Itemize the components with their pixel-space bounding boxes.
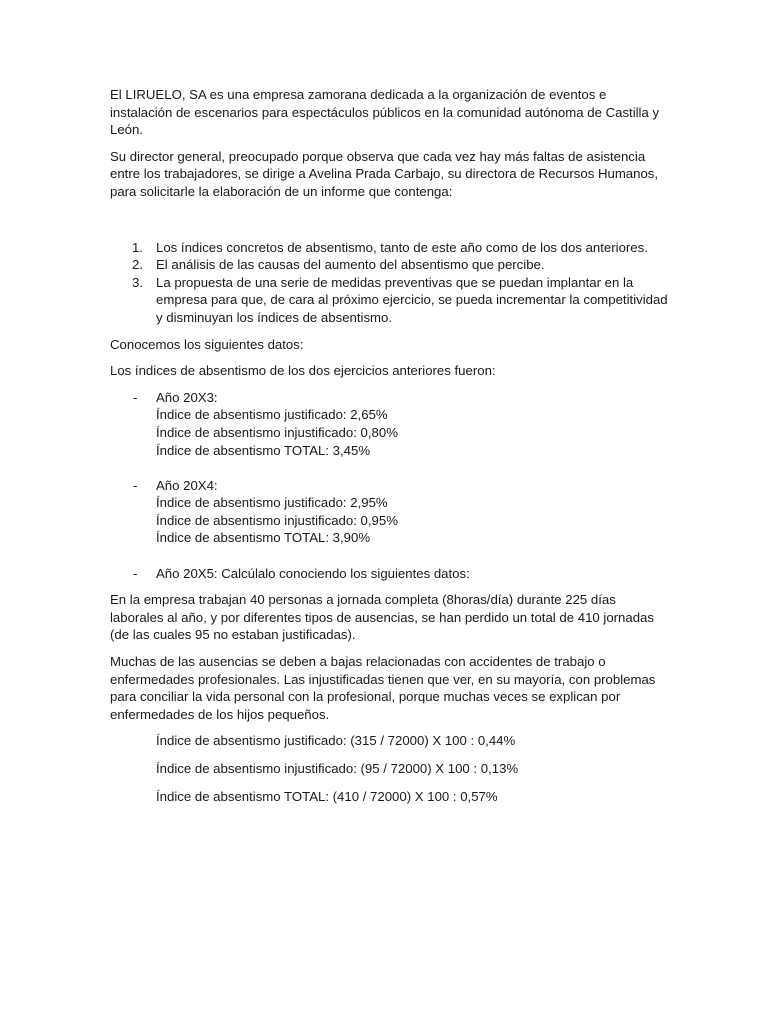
result-justified: Índice de absentismo justificado: (315 / 72000) X 100 : 0,44% [156,733,516,749]
list-item [110,239,670,257]
previous-years-intro: Los índices de absentismo de los dos ejercicios anteriores fueron: [110,363,496,379]
list-number: 2. [132,257,143,273]
list-item-text: El análisis de las causas del aumento del absentismo que percibe. [156,257,545,273]
document-body [110,86,670,815]
result-total: Índice de absentismo TOTAL: (410 / 72000) X 100 : 0,57% [156,788,498,804]
request-paragraph: Su director general, preocupado porque observa que cada vez hay más faltas de asistencia entre los trabajadores, se dirige a Avelina Prada Carbajo, su directora de Recursos Humanos, para solicitarle la elaboración de un informe que contenga: [110,148,659,199]
unjustified-index: Índice de absentismo injustificado: 0,80% [156,424,398,440]
year-item-20x5 [110,565,670,583]
justified-index: Índice de absentismo justificado: 2,95% [156,495,388,511]
list-number: 3. [132,274,143,290]
dash-bullet: - [133,477,138,493]
list-item-text: La propuesta de una serie de medidas preventivas que se puedan implantar en la empresa para que, de cara al próximo ejercicio, se pueda incrementar la competitividad y disminuyan los índices de absentismo. [156,274,668,325]
list-item [110,274,670,327]
justified-index: Índice de absentismo justificado: 2,65% [156,407,388,423]
dash-bullet: - [133,389,138,405]
year-label: Año 20X3: [156,389,218,405]
list-number: 1. [132,239,143,255]
requirements-list [110,239,670,327]
year-list [110,389,670,583]
list-item-text: Los índices concretos de absentismo, tanto de este año como de los dos anteriores. [156,239,648,255]
list-item [110,256,670,274]
intro-paragraph: El LIRUELO, SA es una empresa zamorana dedicada a la organización de eventos e instalación de escenarios para espectáculos públicos en la comunidad autónoma de Castilla y León. [110,87,660,138]
dash-bullet: - [133,565,138,581]
unjustified-index: Índice de absentismo injustificado: 0,95% [156,512,398,528]
causes-paragraph: Muchas de las ausencias se deben a bajas relacionadas con accidentes de trabajo o enfermedades profesionales. Las injustificadas tienen que ver, en su mayoría, con problemas para conciliar la vida personal con la profesional, porque muchas veces se explican por enfermedades de los hijos pequeños. [110,654,656,722]
total-index: Índice de absentismo TOTAL: 3,90% [156,530,371,546]
company-data-paragraph: En la empresa trabajan 40 personas a jornada completa (8horas/día) durante 225 días laborales al año, y por diferentes tipos de ausencias, se han perdido un total de 410 jornadas (de las cuales 95 no estaban justificadas). [110,592,654,643]
known-data-line: Conocemos los siguientes datos: [110,336,304,352]
year-item-20x3 [110,389,670,459]
total-index: Índice de absentismo TOTAL: 3,45% [156,442,371,458]
spacer [110,210,670,239]
year-label: Año 20X4: [156,477,218,493]
year-label: Año 20X5: Calcúlalo conociendo los siguientes datos: [156,565,470,581]
result-unjustified: Índice de absentismo injustificado: (95 / 72000) X 100 : 0,13% [156,761,519,776]
year-item-20x4 [110,477,670,547]
